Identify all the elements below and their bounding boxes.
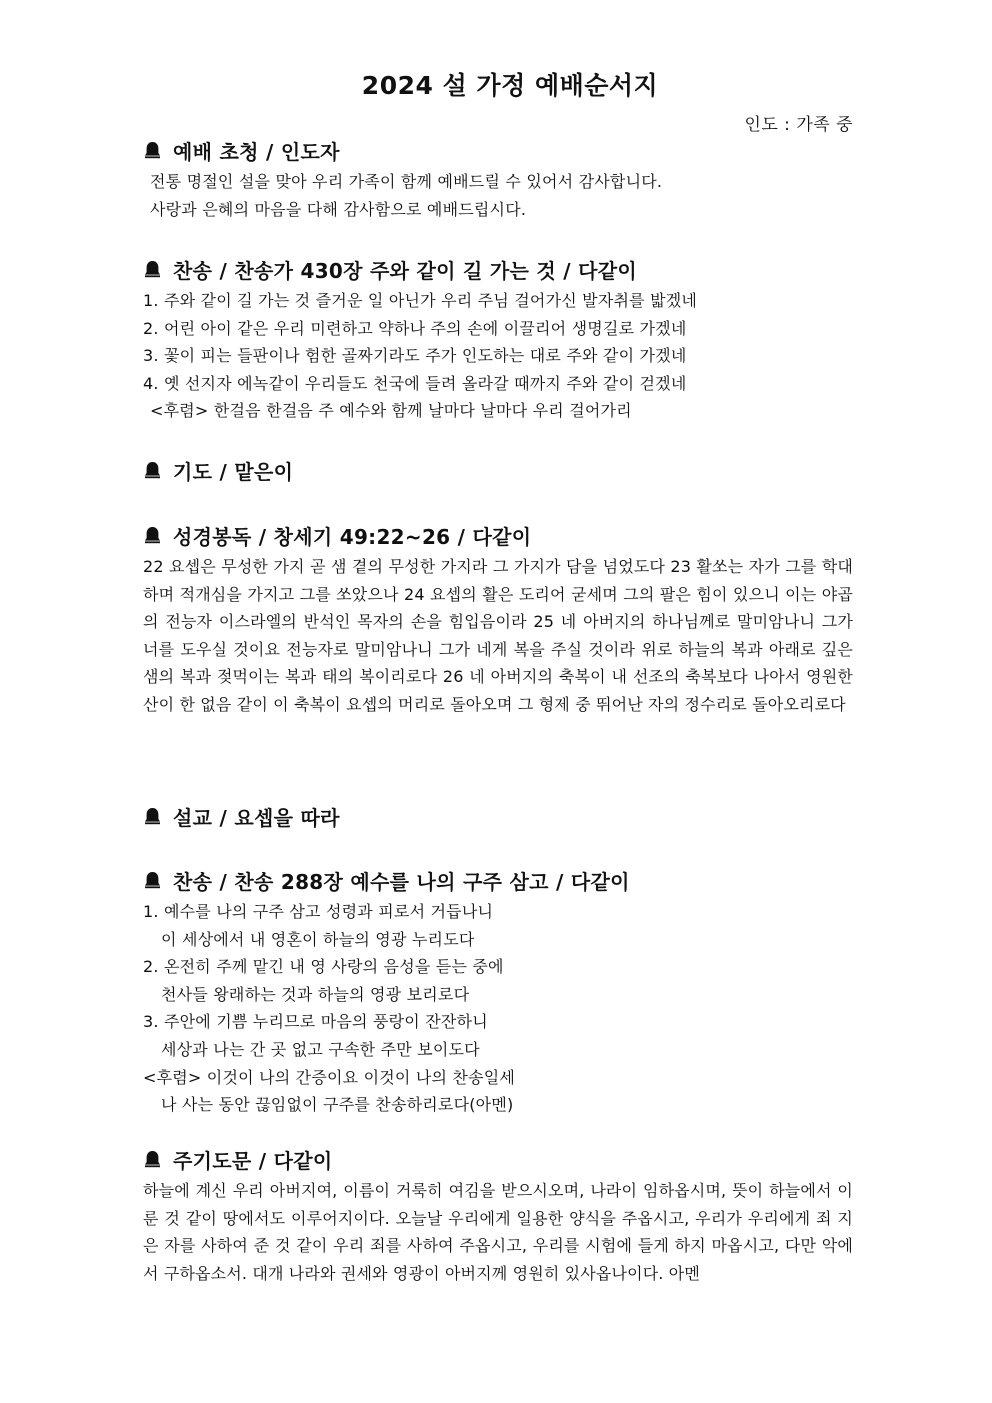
section-heading-text: 성경봉독 / 창세기 49:22~26 / 다같이 bbox=[173, 524, 532, 549]
verse-line: 천사들 왕래하는 것과 하늘의 영광 보리로다 bbox=[161, 984, 470, 1004]
section-heading-text: 설교 / 요셉을 따라 bbox=[173, 805, 340, 830]
bell-icon bbox=[144, 526, 161, 544]
section-body bbox=[143, 287, 853, 425]
verse-line: 세상과 나는 간 곳 없고 구속한 주만 보이도다 bbox=[161, 1039, 480, 1059]
section-body bbox=[143, 898, 853, 1119]
verse-line: 1. 예수를 나의 구주 삼고 성령과 피로서 거듭나니 bbox=[143, 902, 494, 921]
lords-prayer-text: 하늘에 계신 우리 아버지여, 이름이 거룩히 여김을 받으시오며, 나라이 임하옵시며, 뜻이 하늘에서 이룬 것 같이 땅에서도 이루어지이다. 오늘날 우리에게 일용한 양식을 주옵시고, 우리가 우리에게 죄 지은 자를 사하여 준 것 같이 우리 죄를 사하여 주옵시고, 우리를 시험에 들게 하지 마옵시고, 다만 악에서 구하옵소서. 대개 나라와 권세와 영광이 아버지께 영원히 있사옵나이다. 아멘 bbox=[143, 1181, 853, 1283]
bell-icon bbox=[144, 807, 161, 825]
section-heading bbox=[143, 1145, 853, 1173]
text-line: 전통 명절인 설을 맞아 우리 가족이 함께 예배드릴 수 있어서 감사합니다. bbox=[150, 172, 663, 191]
section-heading-text: 찬송 / 찬송가 430장 주와 같이 길 가는 것 / 다같이 bbox=[173, 258, 638, 283]
refrain-line: <후렴> 이것이 나의 간증이요 이것이 나의 찬송일세 bbox=[143, 1067, 516, 1087]
scripture-text: 22 요셉은 무성한 가지 곧 샘 곁의 무성한 가지라 그 가지가 담을 넘었도다 23 활쏘는 자가 그를 학대하며 적개심을 가지고 그를 쏘았으나 24 요셉의 활은 도리어 굳세며 그의 팔은 힘이 있으니 이는 야곱의 전능자 이스라엘의 반석인 목자의 손을 힘입음이라 25 네 아버지의 하나님께로 말미암나니 그가 너를 도우실 것이요 전능자로 말미암나니 그가 네게 복을 주실 것이라 위로 하늘의 복과 아래로 깊은 샘의 복과 젖먹이는 복과 태의 복이리로다 26 네 아버지의 축복이 내 선조의 축복보다 나아서 영원한 산이 한 없음 같이 이 축복이 요셉의 머리로 돌아오며 그 형제 중 뛰어난 자의 정수리로 돌아오리로다 bbox=[143, 557, 853, 714]
section-sermon bbox=[143, 802, 853, 830]
section-heading bbox=[143, 255, 853, 283]
section-heading bbox=[143, 136, 853, 164]
section-heading bbox=[143, 866, 853, 894]
section-heading bbox=[143, 521, 853, 549]
verse-line: 1. 주와 같이 길 가는 것 즐거운 일 아닌가 우리 주님 걸어가신 발자취를 밟겠네 bbox=[143, 291, 698, 310]
section-body bbox=[143, 168, 853, 223]
refrain-line: 나 사는 동안 끊임없이 구주를 찬송하리로다(아멘) bbox=[161, 1095, 514, 1115]
verse-line: 2. 온전히 주께 맡긴 내 영 사랑의 음성을 듣는 중에 bbox=[143, 957, 504, 977]
bell-icon bbox=[144, 260, 161, 278]
refrain-line: <후렴> 한걸음 한걸음 주 예수와 함께 날마다 날마다 우리 걸어가리 bbox=[150, 401, 632, 421]
section-hymn-288 bbox=[143, 866, 853, 1119]
bell-icon bbox=[144, 141, 161, 159]
text-line: 사랑과 은혜의 마음을 다해 감사함으로 예배드립시다. bbox=[150, 199, 527, 219]
leader-note: 인도 : 가족 중 bbox=[744, 115, 853, 135]
verse-line: 3. 주안에 기쁨 누리므로 마음의 풍랑이 잔잔하니 bbox=[143, 1012, 488, 1032]
verse-line: 이 세상에서 내 영혼이 하늘의 영광 누리도다 bbox=[161, 929, 475, 949]
section-invitation bbox=[143, 136, 853, 223]
section-heading-text: 주기도문 / 다같이 bbox=[173, 1148, 333, 1173]
bell-icon bbox=[144, 1150, 161, 1168]
bell-icon bbox=[144, 871, 161, 889]
section-heading-text: 찬송 / 찬송 288장 예수를 나의 구주 삼고 / 다같이 bbox=[173, 869, 630, 894]
document-title: 2024 설 가정 예배순서지 bbox=[361, 71, 659, 100]
section-heading bbox=[143, 802, 853, 830]
verse-line: 2. 어린 아이 같은 우리 미련하고 약하나 주의 손에 이끌리어 생명길로 가겠네 bbox=[143, 318, 687, 338]
bell-icon bbox=[144, 461, 161, 479]
section-scripture bbox=[143, 521, 853, 719]
section-heading-text: 기도 / 맡은이 bbox=[173, 459, 294, 484]
section-lords-prayer bbox=[143, 1145, 853, 1287]
section-heading-text: 예배 초청 / 인도자 bbox=[173, 139, 340, 164]
verse-line: 3. 꽃이 피는 들판이나 험한 골짜기라도 주가 인도하는 대로 주와 같이 가겠네 bbox=[143, 346, 687, 366]
section-hymn-430 bbox=[143, 255, 853, 425]
section-heading bbox=[143, 456, 853, 484]
section-prayer bbox=[143, 456, 853, 484]
verse-line: 4. 옛 선지자 에녹같이 우리들도 천국에 들려 올라갈 때까지 주와 같이 걷겠네 bbox=[143, 373, 687, 393]
